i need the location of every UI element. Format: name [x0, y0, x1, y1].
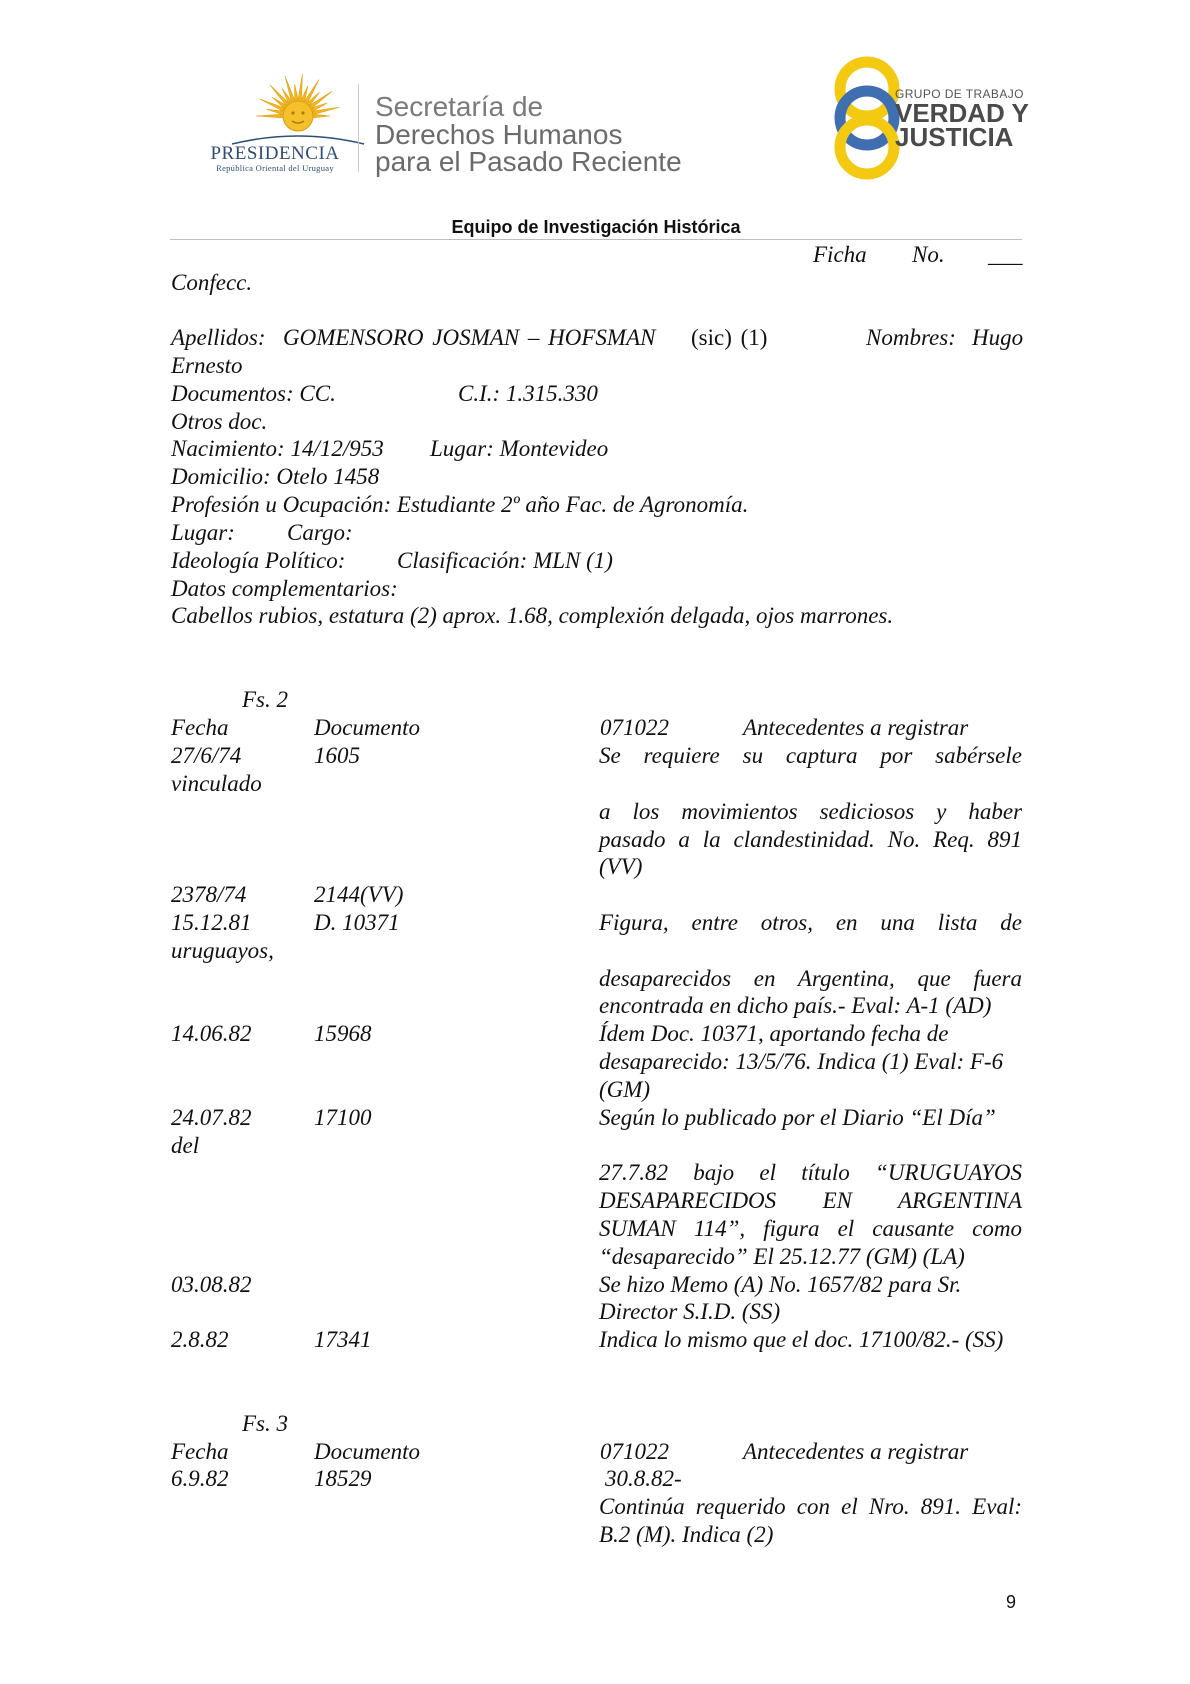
verdad-label: VERDAD Y — [895, 98, 1029, 128]
presidencia-sun-logo — [228, 70, 368, 150]
fs2-row-text-overflow: del — [171, 1133, 200, 1158]
fs2-row-text: Indica lo mismo que el doc. 17100/82.- (SS) — [599, 1327, 1004, 1352]
domicilio-field: Domicilio: Otelo 1458 — [171, 464, 380, 489]
otros-doc-field: Otros doc. — [171, 409, 268, 434]
ficha-number-blank: ___ — [988, 242, 1023, 267]
fs2-row-doc: 17100 — [314, 1105, 372, 1130]
fs2-row-text: SUMAN 114”, figura el causante como — [599, 1216, 1022, 1241]
fs2-col-documento: Documento — [314, 715, 421, 740]
ideologia-field: Ideología Político: — [171, 548, 346, 573]
fs3-row-doc: 18529 — [314, 1466, 372, 1491]
fs2-row-text: desaparecido: 13/5/76. Indica (1) Eval: F-6 — [599, 1049, 1004, 1074]
fs2-row-text: desaparecidos en Argentina, que fuera — [599, 966, 1022, 991]
fs2-row-text: Ídem Doc. 10371, aportando fecha de — [599, 1021, 949, 1046]
fs2-row-fecha: 14.06.82 — [171, 1021, 252, 1046]
header-divider — [358, 84, 359, 172]
confecc-label: Confecc. — [171, 270, 253, 295]
page-number: 9 — [1006, 1592, 1017, 1612]
fs3-title: Fs. 3 — [242, 1411, 288, 1436]
nombres-label: Nombres: — [866, 325, 956, 350]
fs2-row-fecha: 2.8.82 — [171, 1327, 229, 1352]
secretaria-line3: para el Pasado Reciente — [375, 146, 682, 177]
apellidos-value: GOMENSORO JOSMAN – HOFSMAN — [283, 325, 656, 350]
fs2-row-fecha: 24.07.82 — [171, 1105, 252, 1130]
fs2-row-doc: 17341 — [314, 1327, 372, 1352]
fs2-row-text: Figura, entre otros, en una lista de — [599, 910, 1022, 935]
fs2-row-doc: D. 10371 — [314, 910, 400, 935]
lugar-nacimiento-field: Lugar: Montevideo — [430, 436, 609, 461]
fs2-row-text: DESAPARECIDOS EN ARGENTINA — [599, 1188, 1022, 1213]
fs2-row-fecha: 2378/74 — [171, 882, 247, 907]
fs2-row-text-overflow: vinculado — [171, 771, 262, 796]
fs2-row-text: Se hizo Memo (A) No. 1657/82 para Sr. — [599, 1272, 962, 1297]
nombres-value-1: Hugo — [972, 325, 1024, 350]
fs3-col-antecedentes: Antecedentes a registrar — [743, 1439, 969, 1464]
fs2-row-text: (VV) — [599, 854, 643, 879]
sun-ray — [314, 114, 330, 118]
fs3-row-text: B.2 (M). Indica (2) — [599, 1522, 774, 1547]
sun-ray — [256, 114, 282, 118]
fs2-row-text-overflow: uruguayos, — [171, 938, 274, 963]
fs2-row-text: 27.7.82 bajo el título “URUGUAYOS — [599, 1160, 1023, 1185]
fs3-row-fecha: 6.9.82 — [171, 1466, 229, 1491]
page-title: Equipo de Investigación Histórica — [451, 217, 741, 237]
fs2-col-code: 071022 — [600, 715, 669, 740]
fs2-col-antecedentes: Antecedentes a registrar — [743, 715, 969, 740]
ficha-no-label: No. — [912, 242, 945, 267]
justicia-label: JUSTICIA — [895, 122, 1014, 152]
nombres-value-2: Ernesto — [171, 353, 243, 378]
documentos-field: Documentos: CC. — [171, 381, 336, 406]
fs2-title: Fs. 2 — [242, 687, 288, 712]
secretaria-line2: Derechos Humanos — [375, 119, 623, 150]
fs2-row-text: pasado a la clandestinidad. No. Req. 891 — [599, 827, 1023, 852]
fs2-col-fecha: Fecha — [171, 715, 229, 740]
secretaria-line1: Secretaría de — [375, 91, 544, 122]
fs2-row-text: (GM) — [599, 1077, 651, 1102]
ficha-label: Ficha — [813, 242, 867, 267]
fs2-row-text: encontrada en dicho país.- Eval: A-1 (AD) — [599, 993, 992, 1018]
fs2-row-text: “desaparecido” El 25.12.77 (GM) (LA) — [599, 1244, 965, 1269]
descripcion-fisica: Cabellos rubios, estatura (2) aprox. 1.68, complexión delgada, ojos marrones. — [171, 603, 894, 628]
apellidos-label: Apellidos: — [171, 325, 266, 350]
profesion-field: Profesión u Ocupación: Estudiante 2º año Fac. de Agronomía. — [171, 492, 749, 517]
sic-note: (sic) (1) — [691, 325, 768, 350]
fs2-row-text: Director S.I.D. (SS) — [599, 1299, 781, 1324]
fs3-row-text: 30.8.82- — [605, 1466, 682, 1491]
cargo-field: Cargo: — [287, 520, 353, 545]
fs3-col-code: 071022 — [600, 1439, 669, 1464]
clasificacion-field: Clasificación: MLN (1) — [397, 548, 613, 573]
fs2-row-fecha: 15.12.81 — [171, 910, 252, 935]
fs2-row-doc: 15968 — [314, 1021, 372, 1046]
sun-ray — [298, 74, 303, 100]
sun-ray — [295, 84, 299, 100]
presidencia-wordmark: PRESIDENCIA — [210, 143, 340, 164]
datos-complementarios-label: Datos complementarios: — [171, 576, 398, 601]
fs3-col-fecha: Fecha — [171, 1439, 229, 1464]
fs3-col-documento: Documento — [314, 1439, 421, 1464]
header-rule — [170, 239, 1022, 240]
lugar-field: Lugar: — [171, 520, 235, 545]
fs3-row-text: Continúa requerido con el Nro. 891. Eval: — [599, 1494, 1022, 1519]
fs2-row-text: Se requiere su captura por sabérsele — [599, 743, 1022, 768]
presidencia-subtitle: República Oriental del Uruguay — [216, 163, 334, 173]
fs2-row-text: a los movimientos sediciosos y haber — [599, 799, 1023, 824]
fs2-row-doc: 2144(VV) — [314, 882, 404, 907]
grupo-trabajo-label: GRUPO DE TRABAJO — [895, 87, 1024, 101]
fs2-row-fecha: 03.08.82 — [171, 1272, 252, 1297]
ci-field: C.I.: 1.315.330 — [458, 381, 598, 406]
nacimiento-field: Nacimiento: 14/12/953 — [171, 436, 384, 461]
fs2-row-text: Según lo publicado por el Diario “El Día” — [599, 1105, 996, 1130]
fs2-row-doc: 1605 — [314, 743, 360, 768]
fs2-row-fecha: 27/6/74 — [171, 743, 242, 768]
